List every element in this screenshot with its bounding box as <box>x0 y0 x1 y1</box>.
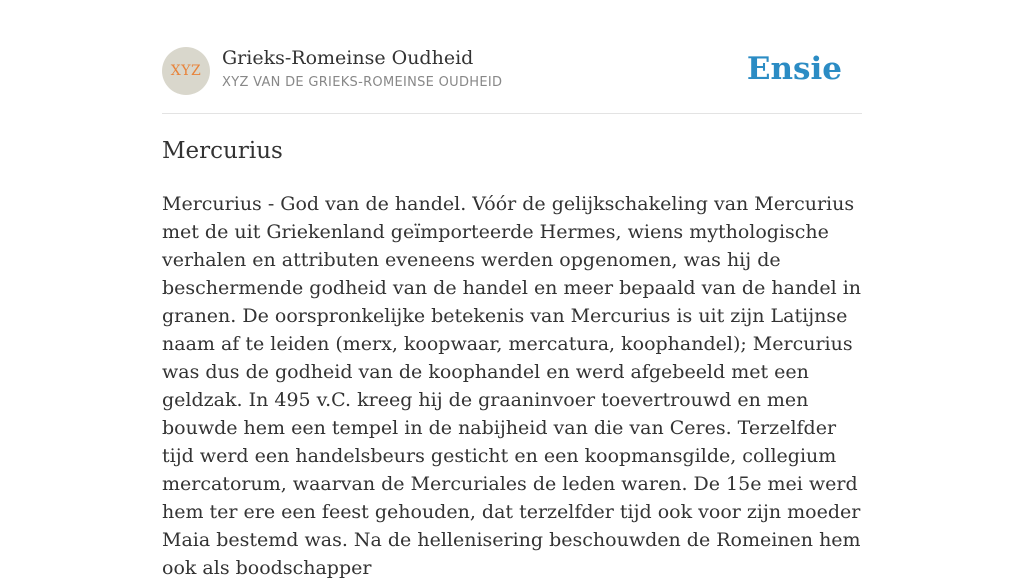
article-body: Mercurius - God van de handel. Vóór de gelijkschakeling van Mercurius met de uit Griekenland geïmporteerde Hermes, wiens mythologische verhalen en attributen eveneens werden opgenomen, was hij de beschermende godheid van de handel en meer bepaald van de handel in granen. De oorspronkelijke betekenis van Mercurius is uit zijn Latijnse naam af te leiden (merx, koopwaar, mercatura, koophandel); Mercurius was dus de godheid van de koophandel en werd afgebeeld met een geldzak. In 495 v.C. kreeg hij de graaninvoer toevertrouwd en men bouwde hem een tempel in de nabijheid van die van Ceres. Terzelfder tijd werd een handelsbeurs gesticht en een koopmansgilde, collegium mercatorum, waarvan de Mercuriales de leden waren. De 15e mei werd hem ter ere een feest gehouden, dat terzelfder tijd ook voor zijn moeder Maia bestemd was. Na de hellenisering beschouwden de Romeinen hem ook als boodschapper <box>162 193 862 579</box>
source-title[interactable]: Grieks-Romeinse Oudheid <box>222 47 474 69</box>
source-header <box>162 47 862 95</box>
brand-logo-link[interactable]: Ensie <box>746 51 842 87</box>
source-avatar[interactable]: XYZ <box>162 47 210 95</box>
article-title: Mercurius <box>162 138 283 164</box>
header-divider <box>162 113 862 114</box>
source-subtitle: XYZ VAN DE GRIEKS-ROMEINSE OUDHEID <box>222 75 503 90</box>
